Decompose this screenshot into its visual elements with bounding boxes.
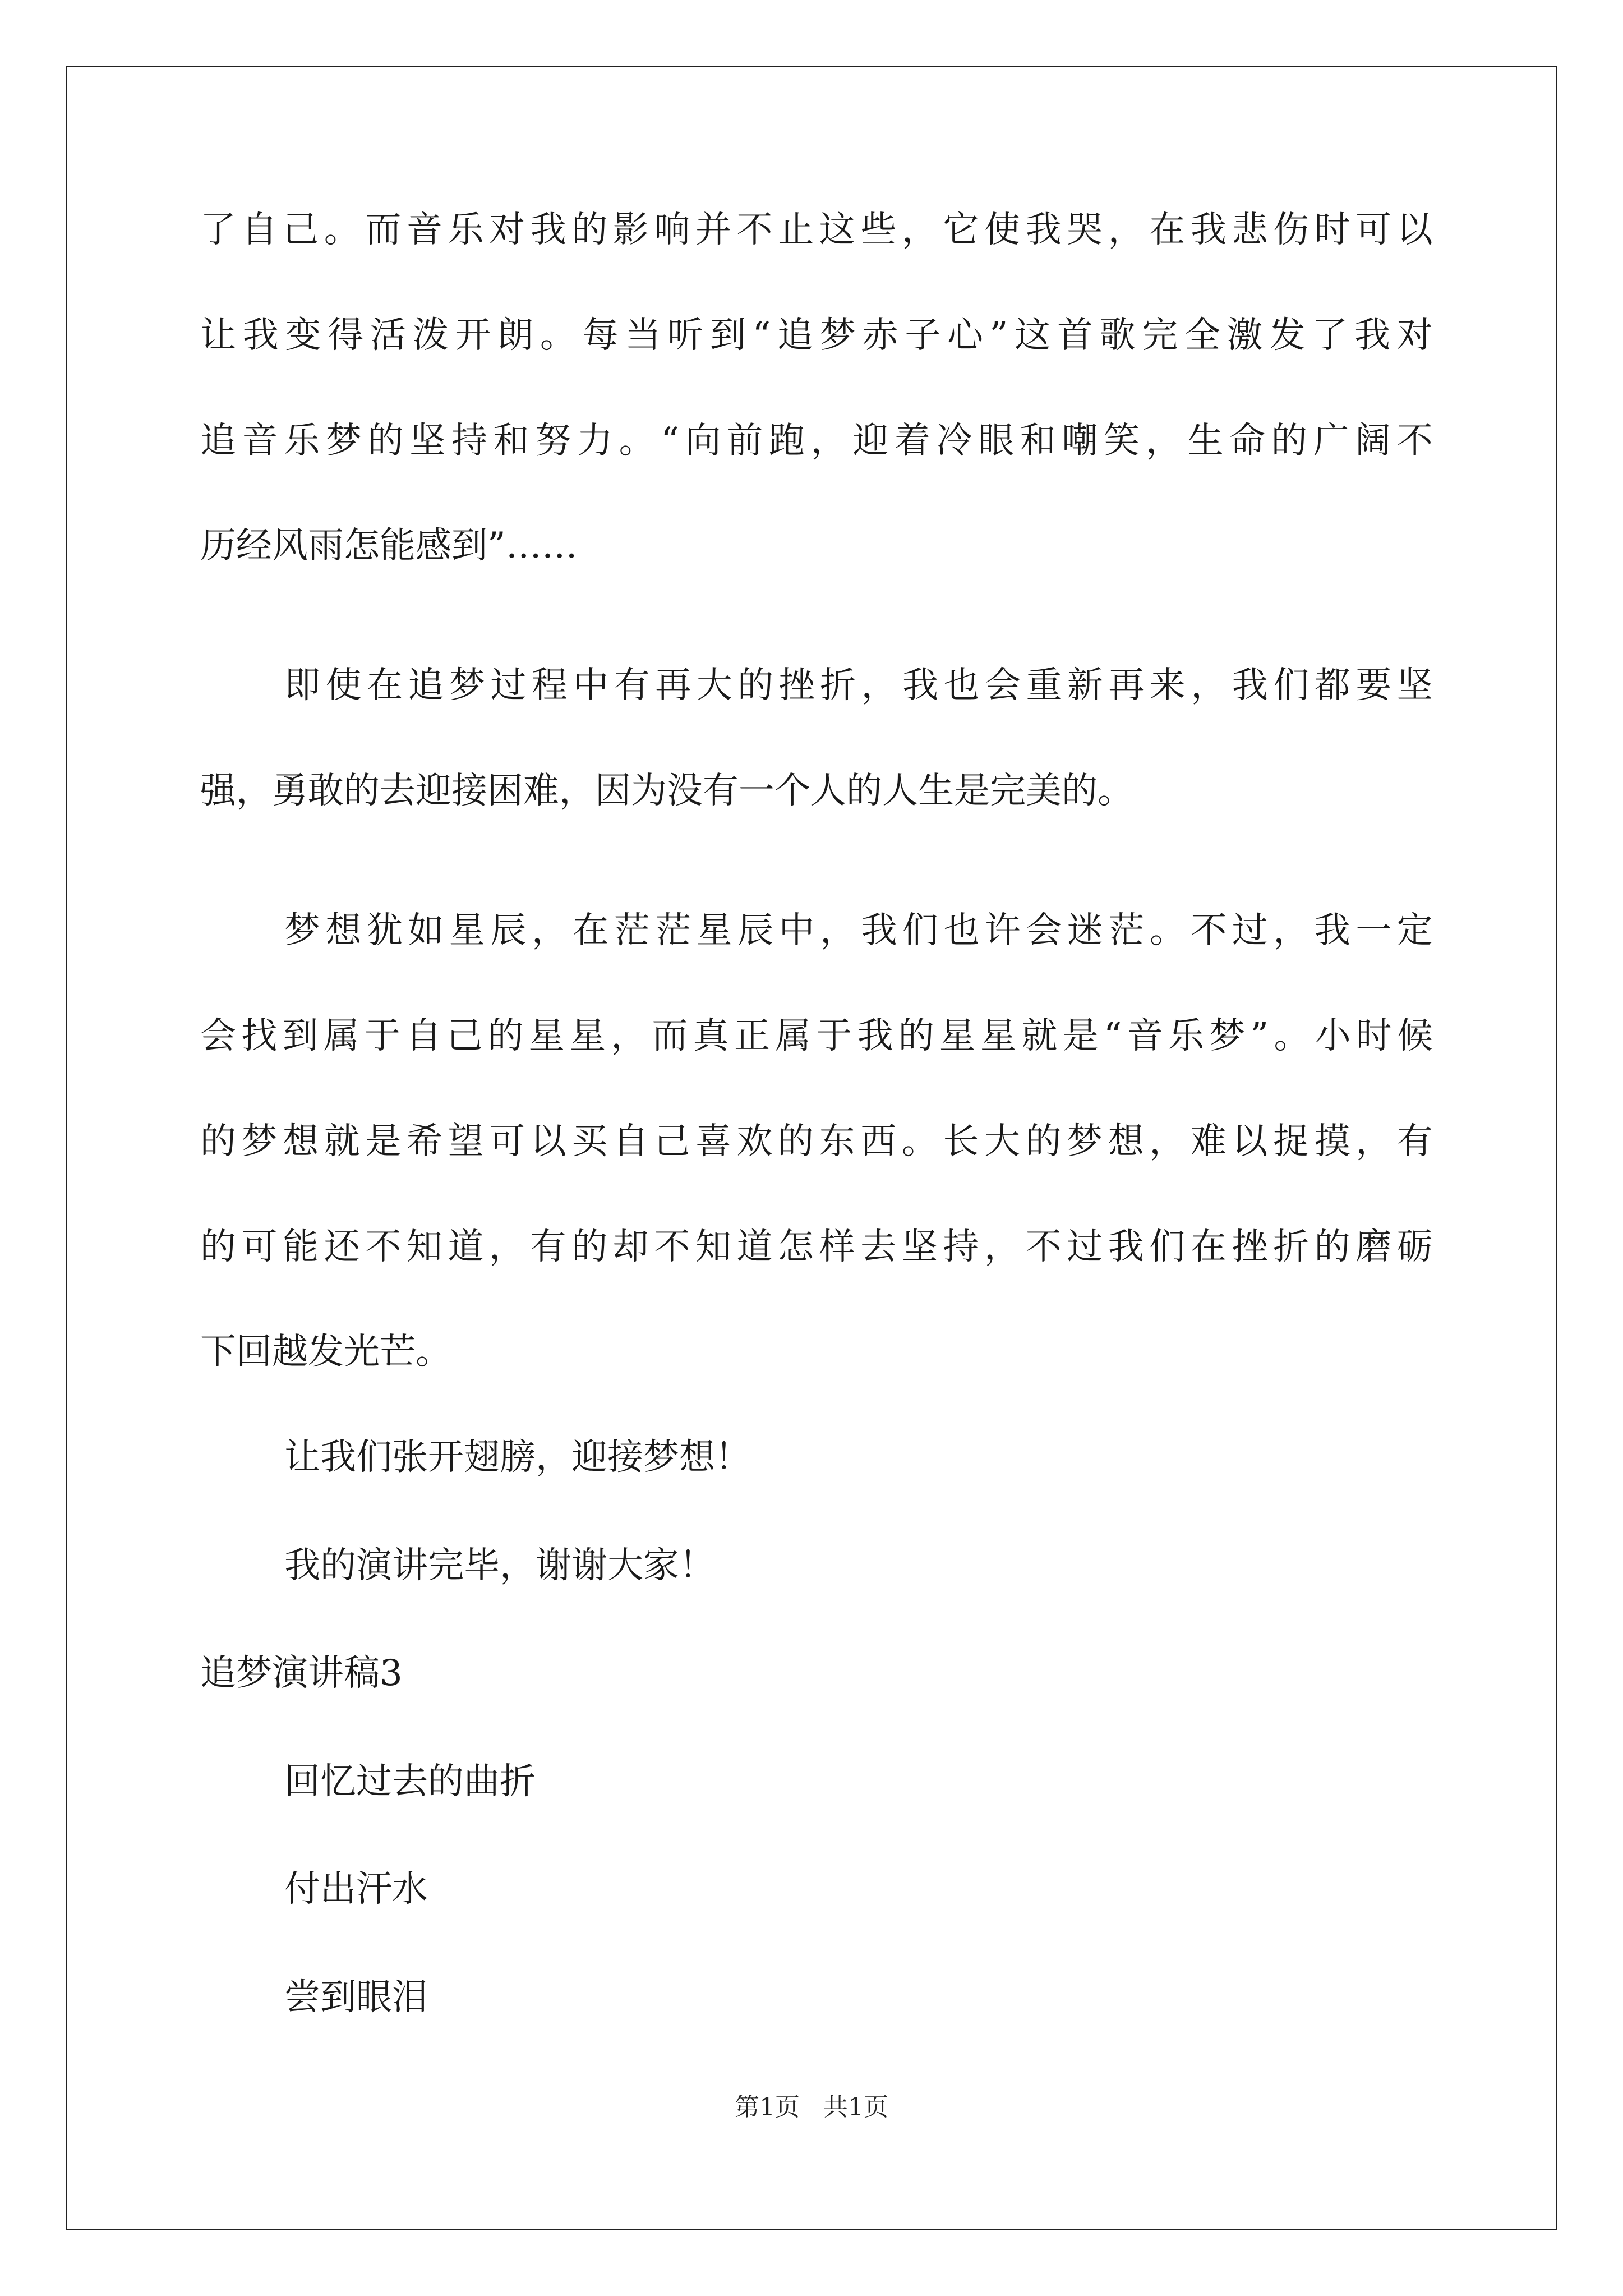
section-heading: 追梦演讲稿3: [200, 1653, 403, 1694]
text-line: 历经风雨怎能感到”……: [200, 525, 578, 567]
text-line: 的 梦 想 就 是 希 望 可 以 买 自 己 喜 欢 的 东 西 。 长 大 的 梦 想 ， 难 以 捉 摸 ， 有: [200, 1121, 1433, 1162]
text-line: 追 音 乐 梦 的 坚 持 和 努 力 。 “ 向 前 跑 ， 迎 着 冷 眼 和 嘲 笑 ， 生 命 的 广 阔 不: [200, 420, 1433, 462]
page-footer: 第1页 共1页: [735, 2093, 888, 2122]
paragraph-line: 付出汗水: [284, 1869, 428, 1910]
paragraph-first-line: 梦 想 犹 如 星 辰 ， 在 茫 茫 星 辰 中 ， 我 们 也 许 会 迷 茫 。 不 过 ， 我 一 定: [284, 910, 1433, 951]
paragraph-first-line: 即 使 在 追 梦 过 程 中 有 再 大 的 挫 折 ， 我 也 会 重 新 再 来 ， 我 们 都 要 坚: [284, 665, 1433, 706]
paragraph-line: 我的演讲完毕，谢谢大家！: [284, 1545, 715, 1586]
text-line: 让 我 变 得 活 泼 开 朗 。 每 当 听 到 “ 追 梦 赤 子 心 ” 这 首 歌 完 全 激 发 了 我 对: [200, 315, 1433, 356]
paragraph-line: 尝到眼泪: [284, 1977, 428, 2018]
text-line: 会 找 到 属 于 自 己 的 星 星 ， 而 真 正 属 于 我 的 星 星 就 是 “ 音 乐 梦 ” 。 小 时 候: [200, 1015, 1433, 1057]
text-line: 的 可 能 还 不 知 道 ， 有 的 却 不 知 道 怎 样 去 坚 持 ， 不 过 我 们 在 挫 折 的 磨 砺: [200, 1226, 1433, 1268]
text-line: 了 自 己 。 而 音 乐 对 我 的 影 响 并 不 止 这 些 ， 它 使 我 哭 ， 在 我 悲 伤 时 可 以: [200, 209, 1433, 251]
paragraph-line: 回忆过去的曲折: [284, 1761, 536, 1802]
paragraph-line: 让我们张开翅膀，迎接梦想！: [284, 1437, 751, 1478]
text-line: 强，勇敢的去迎接困难，因为没有一个人的人生是完美的。: [200, 770, 1133, 812]
text-line: 下回越发光芒。: [200, 1331, 451, 1373]
